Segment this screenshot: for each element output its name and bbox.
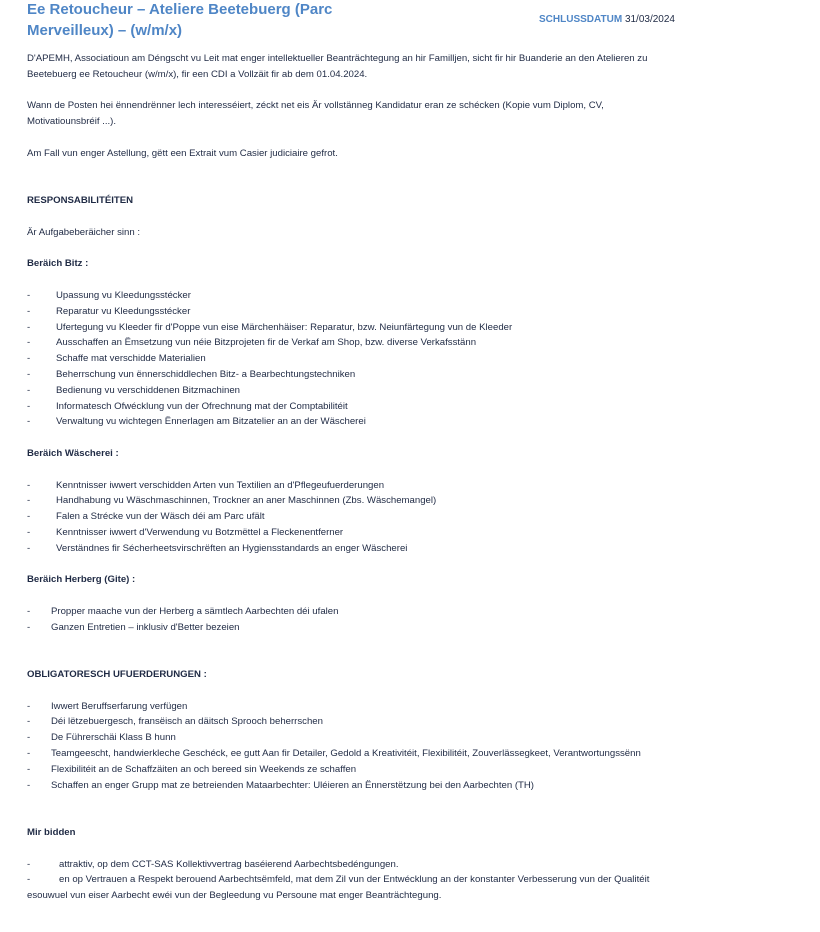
requirements-list bbox=[27, 699, 677, 794]
list-dash: - bbox=[27, 400, 31, 412]
list-dash: - bbox=[27, 289, 31, 301]
list-item: - Bedienung vu verschiddenen Bitzmachinen bbox=[27, 383, 677, 399]
list-dash: - bbox=[27, 305, 31, 317]
list-dash: - bbox=[27, 732, 31, 744]
list-dash: - bbox=[27, 416, 31, 428]
list-item: - Iwwert Beruffserfarung verfügen bbox=[27, 699, 677, 715]
subsection-heading-bitz: Beräich Bitz : bbox=[27, 258, 89, 270]
list-item: - Reparatur vu Kleedungsstécker bbox=[27, 304, 677, 320]
offer-list bbox=[27, 857, 677, 904]
list-item: - Beherrschung vun ënnerschiddlechen Bitz- a Bearbechtungstechniken bbox=[27, 367, 677, 383]
responsibilities-intro: Är Aufgabeberäicher sinn : bbox=[27, 226, 141, 238]
list-item: - Handhabung vu Wäschmaschinnen, Trockner an aner Maschinnen (Zbs. Wäschemangel) bbox=[27, 493, 677, 509]
list-dash: - bbox=[27, 621, 31, 633]
list-dash: - bbox=[27, 495, 31, 507]
list-item: - Teamgeescht, handwierkleche Geschéck, ee gutt Aan fir Detailer, Gedold a Kreativitéit, Flexibilitéit, Zouverlässegkeet, Verantwortungssënn bbox=[27, 746, 677, 762]
section-heading-requirements: OBLIGATORESCH UFUERDERUNGEN : bbox=[27, 669, 207, 681]
intro-paragraph: D'APEMH, Associatioun am Déngscht vu Leit mat enger intellektueller Beanträchtegung an hir Familljen, sicht fir hir Buanderie an den Atelieren zu Beetebuerg ee Retoucheur (w/m/x), fir een CDI a Vollzäit fir ab dem 01.04.2024. bbox=[27, 53, 648, 80]
list-item: - attraktiv, op dem CCT-SAS Kollektivvertrag baséierend Aarbechtsbedéngungen. bbox=[27, 857, 677, 873]
list-item: - Ufertegung vu Kleeder fir d'Poppe vun eise Märchenhäiser: Reparatur, bzw. Neiunfärtegung vun de Kleeder bbox=[27, 320, 677, 336]
list-dash: - bbox=[27, 748, 31, 760]
bitz-list bbox=[27, 288, 677, 430]
list-item: - Falen a Strécke vun der Wäsch déi am Parc ufält bbox=[27, 509, 677, 525]
list-item: - Schaffe mat verschidde Materialien bbox=[27, 351, 677, 367]
list-item: - Kenntnisser iwwert d'Verwendung vu Botzmëttel a Fleckenentferner bbox=[27, 525, 677, 541]
list-dash: - bbox=[27, 321, 31, 333]
list-item: - Verständnes fir Sécherheetsvirschrëften an Hygiensstandards an enger Wäscherei bbox=[27, 541, 677, 557]
list-item: - Déi lëtzebuergesch, fransëisch an däitsch Sprooch beherrschen bbox=[27, 714, 677, 730]
intro-paragraph: Wann de Posten hei ënnendrënner lech interesséiert, zéckt net eis Är vollstänneg Kandidatur eran ze schécken (Kopie vum Diplom, CV, Motivatiounsbréif ...). bbox=[27, 100, 604, 128]
list-item: - Informatesch Ofwécklung vun der Ofrechnung mat der Comptabilitéit bbox=[27, 399, 677, 415]
list-item: - Upassung vu Kleedungsstécker bbox=[27, 288, 677, 304]
section-heading-offer: Mir bidden bbox=[27, 827, 76, 839]
list-dash: - bbox=[27, 700, 31, 712]
list-dash: - bbox=[27, 605, 31, 617]
job-posting bbox=[27, 0, 677, 902]
deadline bbox=[539, 14, 675, 25]
list-item: - Kenntnisser iwwert verschidden Arten vun Textilien an d'Pflegeufuerderungen bbox=[27, 478, 677, 494]
intro-paragraph: Am Fall vun enger Astellung, gëtt een Extrait vum Casier judiciaire gefrot. bbox=[27, 147, 338, 159]
herberg-list bbox=[27, 604, 677, 636]
list-dash: - bbox=[27, 779, 31, 791]
list-item: - Schaffen an enger Grupp mat ze betreienden Mataarbechter: Uléieren an Ënnerstëtzung bei den Aarbechten (TH) bbox=[27, 778, 677, 794]
list-dash: - bbox=[27, 763, 31, 775]
list-dash: - bbox=[27, 874, 31, 886]
list-item: - Verwaltung vu wichtegen Ënnerlagen am Bitzatelier an an der Wäscherei bbox=[27, 414, 677, 430]
list-item: - Propper maache vun der Herberg a sämtlech Aarbechten déi ufalen bbox=[27, 604, 677, 620]
list-dash: - bbox=[27, 526, 31, 538]
list-item: - De Führerschäi Klass B hunn bbox=[27, 730, 677, 746]
list-dash: - bbox=[27, 858, 31, 870]
list-item: - en op Vertrauen a Respekt berouend Aarbechtsëmfeld, mat dem Zil vun der Entwécklung an der konstanter Verbesserung vun der Qualitéit esouwuel vun eiser Aarbecht ewéi vun der Begleedung vu Persoune mat enger Beanträchtegung. bbox=[27, 874, 650, 902]
job-header bbox=[27, 0, 677, 46]
list-dash: - bbox=[27, 368, 31, 380]
deadline-value: 31/03/2024 bbox=[624, 14, 675, 25]
subsection-heading-herberg: Beräich Herberg (Gite) : bbox=[27, 574, 136, 586]
list-item: - Ganzen Entretien – inklusiv d'Better bezeien bbox=[27, 620, 677, 636]
list-dash: - bbox=[27, 716, 31, 728]
list-item: - Ausschaffen an Ëmsetzung vun néie Bitzprojeten fir de Verkaf am Shop, bzw. diverse Verkafsstänn bbox=[27, 335, 677, 351]
list-dash: - bbox=[27, 511, 31, 523]
job-title: Ee Retoucheur – Ateliere Beetebuerg (Parc Merveilleux) – (w/m/x) bbox=[27, 1, 333, 39]
subsection-heading-waescherei: Beräich Wäscherei : bbox=[27, 447, 119, 459]
list-dash: - bbox=[27, 384, 31, 396]
list-item: - Flexibilitéit an de Schaffzäiten an och bereed sin Weekends ze schaffen bbox=[27, 762, 677, 778]
deadline-label: SCHLUSSDATUM bbox=[539, 14, 623, 25]
list-dash: - bbox=[27, 542, 31, 554]
list-dash: - bbox=[27, 337, 31, 349]
waescherei-list bbox=[27, 478, 677, 557]
list-dash: - bbox=[27, 353, 31, 365]
section-heading-responsibilities: RESPONSABILITÉITEN bbox=[27, 195, 134, 207]
list-dash: - bbox=[27, 479, 31, 491]
job-description bbox=[27, 51, 677, 904]
